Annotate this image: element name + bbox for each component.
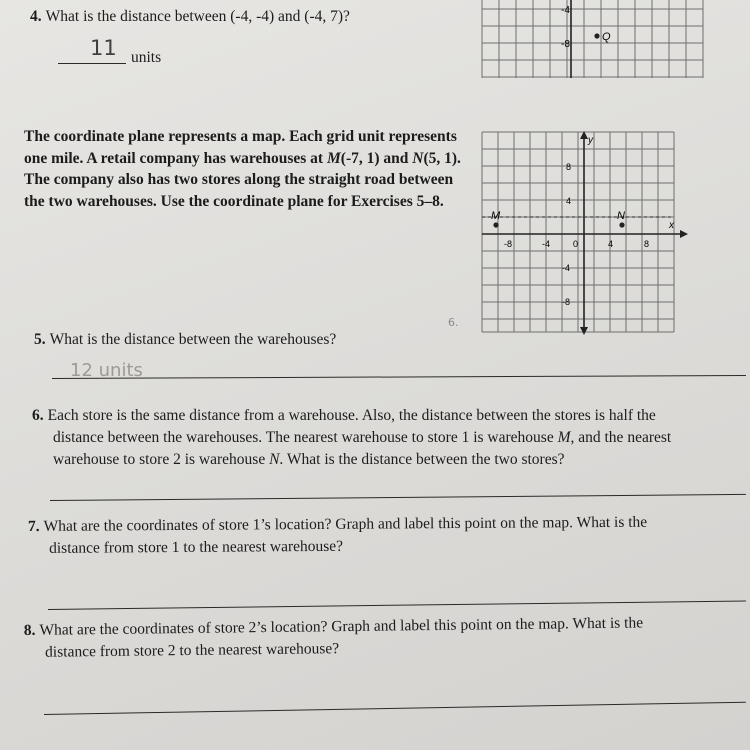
x-axis-arrow	[680, 230, 688, 238]
grid-lines	[482, 132, 674, 332]
margin-note: 6.	[448, 316, 459, 329]
tick-label: -8	[561, 39, 570, 50]
intro-text: The coordinate plane represents a map. Each grid unit represents one mile. A retail company has warehouses at	[24, 128, 457, 167]
warehouse-n-point-label: N	[617, 210, 625, 222]
axis-label-y: y	[588, 135, 593, 146]
map-coordinate-plane[interactable]	[480, 130, 690, 336]
question-number: 8.	[23, 621, 36, 640]
question-text: . What is the distance between the two stores?	[279, 451, 565, 468]
point-label: Q	[602, 31, 611, 43]
warehouse-m-point-label: M	[491, 210, 501, 222]
question-number: 7.	[27, 517, 40, 536]
answer-line[interactable]	[48, 600, 746, 610]
point-q	[594, 33, 599, 38]
question-text: What is the distance between the warehouses?	[49, 331, 337, 348]
question-text: distance between the warehouses. The nearest warehouse to store 1 is warehouse	[53, 429, 558, 446]
x-tick-label: 8	[644, 239, 650, 249]
x-tick-label: -8	[504, 239, 513, 249]
question-line	[32, 449, 744, 471]
tick-label: -4	[561, 5, 570, 16]
question-line	[32, 427, 744, 449]
y-tick-label: -8	[562, 297, 571, 307]
question-text: warehouse to store 2 is warehouse	[53, 451, 270, 468]
question-text: What are the coordinates of store 1’s location? Graph and label this point on the map. What is the	[43, 513, 648, 535]
question-number: 6.	[32, 407, 44, 424]
question-6	[32, 405, 744, 471]
y-tick-label: -4	[562, 263, 571, 273]
question-8	[24, 611, 744, 664]
question-line: distance from store 2 to the nearest warehouse?	[45, 640, 340, 661]
question-text: , and the nearest	[570, 429, 672, 446]
warehouse-m-label: M	[326, 149, 341, 167]
warehouse-n-label: N	[269, 451, 280, 468]
intro-text: (5, 1). The company also has two stores along the straight road between the two warehouses. Use the coordinate plane for Exercises 5–8.	[24, 149, 461, 210]
unit-label: units	[131, 49, 162, 66]
question-number: 4.	[30, 8, 42, 25]
axis-label-x: x	[669, 220, 674, 231]
intro-paragraph	[24, 126, 464, 212]
y-tick-label: 8	[566, 162, 572, 172]
question-5	[34, 329, 336, 351]
y-tick-label: 4	[566, 196, 572, 206]
question-4	[30, 6, 350, 28]
answer-line[interactable]	[50, 494, 746, 501]
x-tick-label: 0	[573, 239, 579, 249]
question-number: 5.	[34, 331, 46, 348]
question-line	[32, 405, 744, 427]
answer-line[interactable]	[52, 375, 746, 379]
x-tick-label: -4	[542, 239, 551, 249]
x-tick-label: 4	[608, 239, 614, 249]
grid-lines	[482, 0, 703, 78]
question-7	[28, 511, 744, 560]
handwritten-answer: 11	[90, 36, 117, 60]
warehouse-m-point	[493, 222, 498, 227]
question-text: Each store is the same distance from a warehouse. Also, the distance between the stores is half the	[47, 407, 656, 424]
top-coordinate-grid	[478, 0, 710, 78]
question-text: What is the distance between (-4, -4) and (-4, 7)?	[45, 8, 350, 25]
intro-text: (-7, 1) and	[340, 149, 413, 167]
warehouse-n-label: N	[412, 149, 424, 167]
question-text: What are the coordinates of store 2’s location? Graph and label this point on the map. What is the	[39, 614, 644, 639]
answer-line[interactable]	[44, 702, 746, 715]
handwritten-answer: 12 units	[70, 360, 143, 381]
y-axis-arrow-down	[580, 327, 588, 335]
answer-line[interactable]	[58, 63, 126, 64]
warehouse-n-point	[619, 222, 624, 227]
warehouse-m-label: M	[557, 429, 571, 446]
question-line: distance from store 1 to the nearest warehouse?	[49, 537, 344, 557]
